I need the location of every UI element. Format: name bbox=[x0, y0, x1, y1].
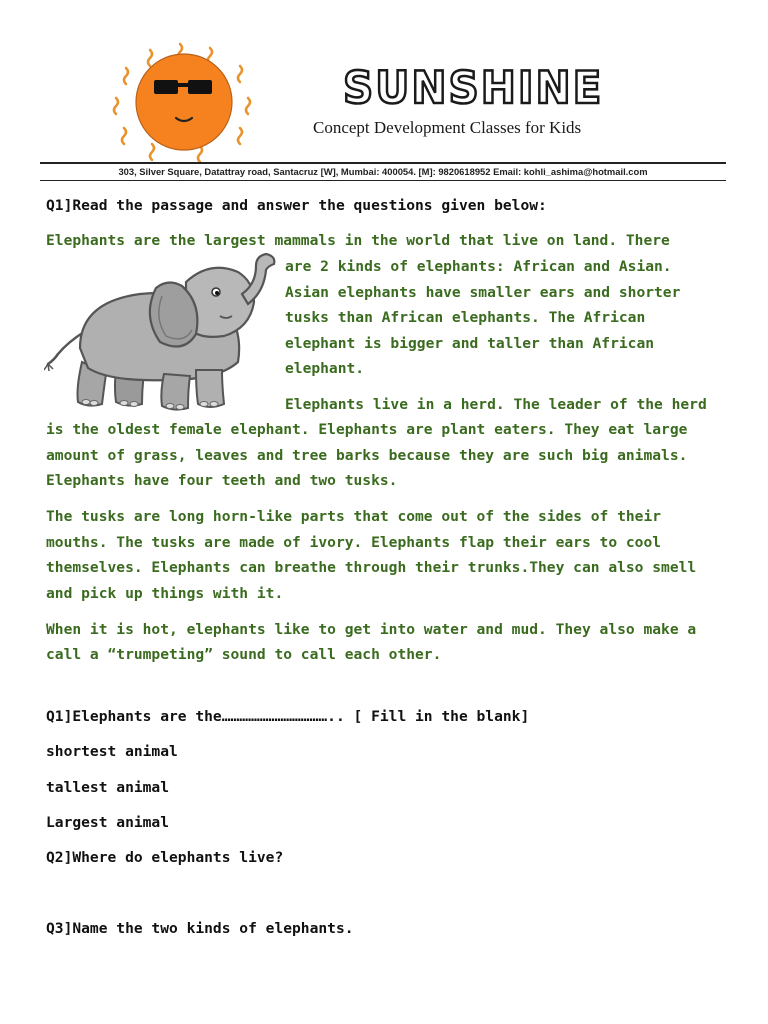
passage-line: mouths. The tusks are made of ivory. Elephants flap their ears to cool bbox=[46, 534, 662, 551]
letterhead bbox=[40, 42, 726, 182]
answer-option: shortest animal bbox=[46, 743, 178, 760]
passage-line: Elephants live in a herd. The leader of the herd bbox=[285, 396, 707, 413]
question-3: Q3]Name the two kinds of elephants. bbox=[46, 920, 354, 937]
answer-option: tallest animal bbox=[46, 779, 170, 796]
header-divider bbox=[40, 180, 726, 181]
question-1: Q1]Elephants are the……………………………….. [ Fill in the blank] bbox=[46, 708, 530, 725]
passage-line: and pick up things with it. bbox=[46, 585, 284, 602]
passage-line: Elephants have four teeth and two tusks. bbox=[46, 472, 398, 489]
passage-line: are 2 kinds of elephants: African and Asian. bbox=[285, 258, 672, 275]
passage-line: Asian elephants have smaller ears and shorter bbox=[285, 284, 681, 301]
instruction-heading: Q1]Read the passage and answer the questions given below: bbox=[46, 197, 547, 214]
contact-address: 303, Silver Square, Datattray road, Santacruz [W], Mumbai: 400054. [M]: 9820618952 Email: kohli_ashima@hotmail.com bbox=[118, 166, 648, 177]
passage-line: The tusks are long horn-like parts that come out of the sides of their bbox=[46, 508, 662, 525]
answer-option: Largest animal bbox=[46, 814, 170, 831]
passage-line: tusks than African elephants. The African bbox=[285, 309, 646, 326]
passage-line: themselves. Elephants can breathe through their trunks.They can also smell bbox=[46, 559, 697, 576]
passage-line: elephant. bbox=[285, 360, 365, 377]
passage-line: When it is hot, elephants like to get into water and mud. They also make a bbox=[46, 621, 697, 638]
header-divider bbox=[40, 162, 726, 164]
passage-line: is the oldest female elephant. Elephants are plant eaters. They eat large bbox=[46, 421, 688, 438]
passage-line: amount of grass, leaves and tree barks because they are such big animals. bbox=[46, 447, 688, 464]
brand-title: SUNSHINE bbox=[343, 61, 604, 114]
elephant-illustration bbox=[44, 252, 276, 414]
passage-line: call a “trumpeting” sound to call each other. bbox=[46, 646, 442, 663]
question-2: Q2]Where do elephants live? bbox=[46, 849, 284, 866]
passage-line: elephant is bigger and taller than African bbox=[285, 335, 655, 352]
brand-tagline: Concept Development Classes for Kids bbox=[313, 118, 582, 137]
sun-with-sunglasses-icon bbox=[80, 42, 270, 167]
passage-line: Elephants are the largest mammals in the world that live on land. There bbox=[46, 232, 670, 249]
